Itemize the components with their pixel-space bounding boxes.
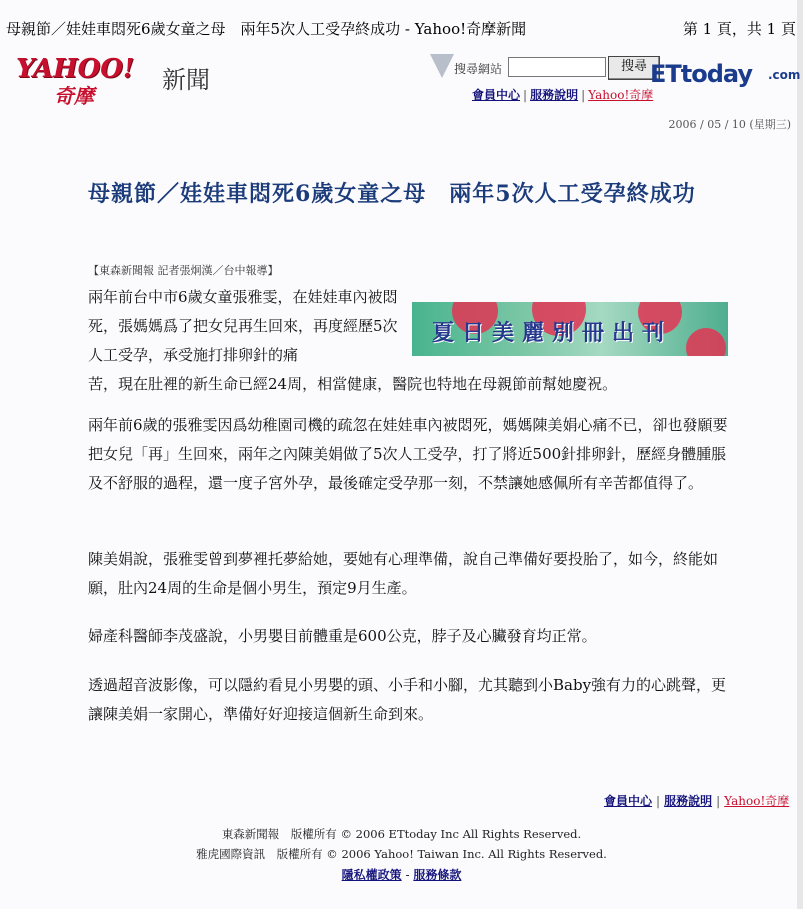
yahoo-kimo-news-logo[interactable] (16, 54, 226, 108)
privacy-policy-link[interactable]: 隱私權政策 (341, 868, 402, 882)
ad-text: 夏日美麗別冊出刊 (432, 321, 673, 346)
help-link[interactable]: 服務說明 (530, 88, 579, 102)
article-paragraph-4: 婦產科醫師李茂盛說，小男嬰目前體重是600公克，脖子及心臟發育均正常。 (88, 627, 597, 645)
terms-of-service-link[interactable]: 服務條款 (413, 868, 462, 882)
link-separator: | (656, 794, 661, 808)
footer-links (604, 792, 789, 809)
ettoday-logo[interactable] (650, 60, 801, 90)
link-separator: | (581, 88, 586, 102)
article-paragraph-3: 陳美娟說，張雅雯曾到夢裡托夢給她，要她有心理準備，說自己準備好要投胎了，如今，終能如願，肚內24周的生命是個小男生，預定9月生產。 (88, 550, 719, 597)
link-separator: | (523, 88, 528, 102)
publish-date: 2006 / 05 / 10 (星期三) (668, 118, 791, 131)
search-arrow-icon (430, 54, 454, 78)
search-label: 搜尋網站 (454, 62, 503, 76)
summer-issue-ad-banner[interactable] (412, 302, 728, 356)
print-title: 母親節／娃娃車悶死6歲女童之母 兩年5次人工受孕終成功 - Yahoo!奇摩新聞 (6, 20, 527, 38)
yahoo-wordmark: YAHOO! (16, 54, 135, 84)
article-paragraph-2: 兩年前6歲的張雅雯因爲幼稚園司機的疏忽在娃娃車內被悶死，媽媽陳美娟心痛不已，卻也發願要把女兒「再」生回來，兩年之內陳美娟做了5次人工受孕，打了將近500針排卵針，歷經身體腫脹及不舒服的過程，還一度子宮外孕，最後確定受孕那一刻，不禁讓她感佩所有辛苦都值得了。 (88, 416, 728, 492)
ettoday-copyright: 東森新聞報 版權所有 © 2006 ETtoday Inc All Rights Reserved. (221, 827, 582, 841)
ettoday-wordmark: ETtoday (650, 60, 753, 88)
print-header (6, 18, 796, 42)
policy-links: 隱私權政策 - 服務條款 (341, 868, 462, 882)
article-headline: 母親節／娃娃車悶死6歲女童之母 兩年5次人工受孕終成功 (88, 181, 696, 207)
member-center-link[interactable]: 會員中心 (472, 88, 521, 102)
article-paragraph-1: 兩年前台中市6歲女童張雅雯，在娃娃車內被悶死，張媽媽爲了把女兒再生回來，再度經歷5次人工受孕，承受施打排卵針的痛 (88, 288, 398, 364)
print-page-number: 第 1 頁，共 1 頁 (682, 20, 796, 38)
news-section-label: 新聞 (162, 66, 210, 94)
article-paragraph-5: 透過超音波影像，可以隱約看見小男嬰的頭、小手和小腳，尤其聽到小Baby強有力的心跳聲，更讓陳美娟一家開心，準備好好迎接這個新生命到來。 (88, 676, 727, 723)
yahoo-kimo-link[interactable]: Yahoo!奇摩 (588, 88, 654, 102)
yahoo-copyright: 雅虎國際資訊 版權所有 © 2006 Yahoo! Taiwan Inc. All Rights Reserved. (196, 847, 607, 861)
article-paragraph-1-cont: 苦，現在肚裡的新生命已經24周，相當健康，醫院也特地在母親節前幫她慶祝。 (88, 375, 618, 393)
scan-edge (797, 0, 803, 909)
link-separator: | (716, 794, 721, 808)
article-byline: 【東森新聞報 記者張炯漢／台中報導】 (88, 264, 279, 277)
search-input[interactable] (508, 57, 606, 77)
kimo-wordmark: 奇摩 (54, 84, 94, 108)
ettoday-domain: .com (768, 68, 801, 82)
footer-yahoo-kimo-link[interactable]: Yahoo!奇摩 (724, 794, 790, 808)
top-links (472, 86, 653, 103)
search-button[interactable]: 搜尋 (608, 56, 660, 80)
footer-help-link[interactable]: 服務說明 (664, 794, 713, 808)
footer-member-center-link[interactable]: 會員中心 (604, 794, 653, 808)
hibiscus-flower-decoration (686, 328, 726, 356)
